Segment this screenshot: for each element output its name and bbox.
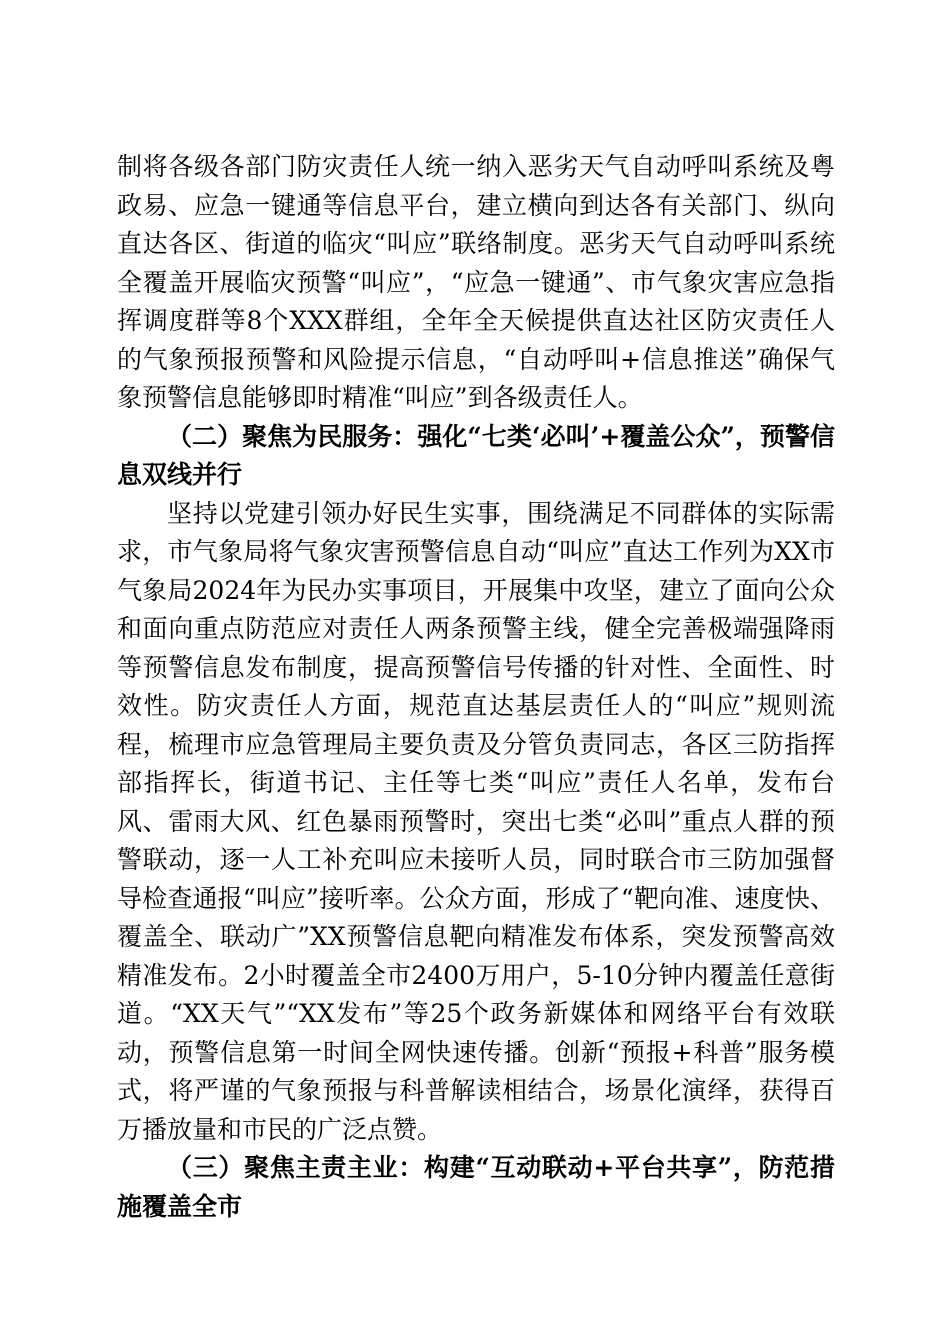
- section-heading-3: （三）聚焦主责主业：构建“互动联动+平台共享”，防范措施覆盖全市: [117, 1153, 835, 1221]
- section-heading-2: （二）聚焦为民服务：强化“七类‘必叫’+覆盖公众”，预警信息双线并行: [117, 421, 835, 489]
- paragraph-continuation: 制将各级各部门防灾责任人统一纳入恶劣天气自动呼叫系统及粤政易、应急一键通等信息平台，建立横向到达各有关部门、纵向直达各区、街道的临灾“叫应”联络制度。恶劣天气自动呼叫系统全覆盖开展临灾预警“叫应”，“应急一键通”、市气象灾害应急指挥调度群等8个XXX群组，全年全天候提供直达社区防灾责任人的气象预报预警和风险提示信息，“自动呼叫+信息推送”确保气象预警信息能够即时精准“叫应”到各级责任人。: [117, 152, 835, 412]
- document-body: [117, 148, 835, 1226]
- paragraph-section-2-body: 坚持以党建引领办好民生实事，围绕满足不同群体的实际需求，市气象局将气象灾害预警信息自动“叫应”直达工作列为XX市气象局2024年为民办实事项目，开展集中攻坚，建立了面向公众和面向重点防范应对责任人两条预警主线，健全完善极端强降雨等预警信息发布制度，提高预警信号传播的针对性、全面性、时效性。防灾责任人方面，规范直达基层责任人的“叫应”规则流程，梳理市应急管理局主要负责及分管负责同志，各区三防指挥部指挥长，街道书记、主任等七类“叫应”责任人名单，发布台风、雷雨大风、红色暴雨预警时，突出七类“必叫”重点人群的预警联动，逐一人工补充叫应未接听人员，同时联合市三防加强督导检查通报“叫应”接听率。公众方面，形成了“靶向准、速度快、覆盖全、联动广”XX预警信息靶向精准发布体系，突发预警高效精准发布。2小时覆盖全市2400万用户，5-10分钟内覆盖任意街道。“XX天气”“XX发布”等25个政务新媒体和网络平台有效联动，预警信息第一时间全网快速传播。创新“预报+科普”服务模式，将严谨的气象预报与科普解读相结合，场景化演绎，获得百万播放量和市民的广泛点赞。: [117, 498, 835, 1144]
